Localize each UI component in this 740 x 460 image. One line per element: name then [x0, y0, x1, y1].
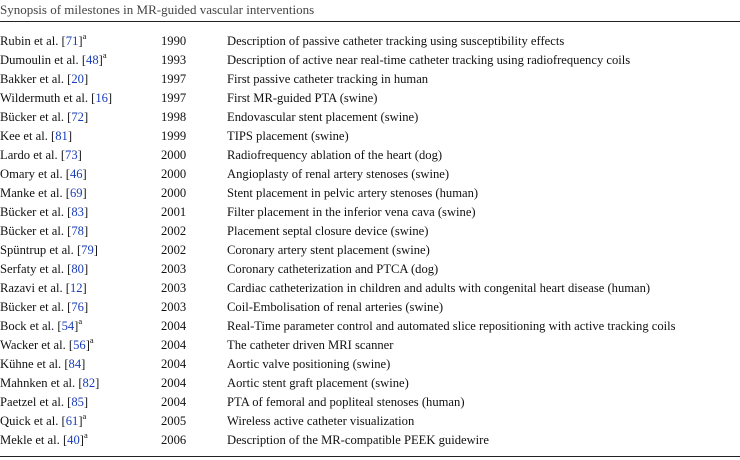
- table-row: [0, 108, 740, 127]
- bracket-close: ]: [83, 110, 89, 124]
- author-text: Bücker et al. [: [0, 205, 72, 219]
- table-row: [0, 51, 740, 70]
- author-text: Razavi et al. [: [0, 281, 70, 295]
- table-caption: Synopsis of milestones in MR-guided vascular interventions: [0, 2, 315, 17]
- year-cell: 2002: [161, 224, 187, 238]
- table-row: [0, 298, 740, 317]
- bracket-close: ]: [82, 167, 87, 181]
- description-cell: Cardiac catheterization in children and adults with congenital heart disease (human): [227, 281, 651, 295]
- author-cell: [0, 203, 88, 222]
- reference-link[interactable]: 82: [82, 376, 96, 390]
- author-text: Rubin et al. [: [0, 34, 66, 48]
- bracket-close: ]: [83, 72, 89, 86]
- year-cell: 2000: [161, 148, 187, 162]
- description-cell: Endovascular stent placement (swine): [227, 110, 419, 124]
- table-row: [0, 184, 740, 203]
- author-cell: [0, 222, 88, 241]
- reference-link[interactable]: 20: [71, 72, 84, 86]
- year-cell: 2004: [161, 376, 187, 390]
- table-row: [0, 203, 740, 222]
- author-text: Bock et al. [: [0, 319, 62, 333]
- bracket-close: ]: [78, 34, 83, 48]
- table-row: [0, 165, 740, 184]
- author-cell: [0, 412, 86, 431]
- year-cell: 1997: [161, 91, 187, 105]
- year-cell: 2002: [161, 243, 187, 257]
- year-cell: 1999: [161, 129, 187, 143]
- bracket-close: ]: [98, 53, 103, 67]
- table-row: [0, 336, 740, 355]
- year-cell: 2006: [161, 433, 187, 447]
- year-cell: 2000: [161, 186, 187, 200]
- table-row: [0, 431, 740, 450]
- author-cell: [0, 70, 88, 89]
- table-row: [0, 89, 740, 108]
- reference-link[interactable]: 54: [61, 319, 75, 333]
- year-cell: 2005: [161, 414, 187, 428]
- author-cell: [0, 32, 86, 51]
- reference-link[interactable]: 12: [69, 281, 83, 295]
- bracket-close: ]: [74, 319, 79, 333]
- table-row: [0, 146, 740, 165]
- bracket-close: ]: [85, 338, 90, 352]
- author-text: Omary et al. [: [0, 167, 70, 181]
- table-row: [0, 279, 740, 298]
- year-cell: 2001: [161, 205, 187, 219]
- author-cell: [0, 146, 82, 165]
- description-cell: Angioplasty of renal artery stenoses (swine): [227, 167, 450, 181]
- bracket-close: ]: [107, 91, 113, 105]
- description-cell: Aortic valve positioning (swine): [227, 357, 391, 371]
- author-cell: [0, 298, 88, 317]
- table-row: [0, 260, 740, 279]
- reference-link[interactable]: 76: [71, 300, 84, 314]
- description-cell: PTA of femoral and popliteal stenoses (human): [227, 395, 465, 409]
- year-cell: 2000: [161, 167, 187, 181]
- footnote-marker: a: [83, 429, 88, 440]
- year-cell: 1990: [161, 34, 187, 48]
- description-cell: The catheter driven MRI scanner: [227, 338, 394, 352]
- description-cell: Placement septal closure device (swine): [227, 224, 429, 238]
- author-text: Kühne et al. [: [0, 357, 69, 371]
- reference-link[interactable]: 56: [73, 338, 86, 352]
- footnote-marker: a: [82, 410, 87, 421]
- year-cell: 2004: [161, 319, 187, 333]
- description-cell: Radiofrequency ablation of the heart (dog): [227, 148, 443, 162]
- bracket-close: ]: [81, 357, 86, 371]
- bracket-close: ]: [83, 224, 89, 238]
- author-text: Quick et al. [: [0, 414, 66, 428]
- footnote-marker: a: [89, 334, 94, 345]
- author-text: Bücker et al. [: [0, 300, 72, 314]
- description-cell: Description of passive catheter tracking using susceptibility effects: [227, 34, 565, 48]
- reference-link[interactable]: 83: [71, 205, 84, 219]
- author-cell: [0, 355, 85, 374]
- description-cell: Wireless active catheter visualization: [227, 414, 415, 428]
- author-cell: [0, 393, 88, 412]
- bracket-close: ]: [78, 414, 83, 428]
- reference-link[interactable]: 61: [65, 414, 79, 428]
- author-cell: [0, 184, 87, 203]
- author-text: Bücker et al. [: [0, 224, 72, 238]
- table-row: [0, 412, 740, 431]
- author-text: Bücker et al. [: [0, 110, 72, 124]
- bracket-close: ]: [67, 129, 73, 143]
- reference-link[interactable]: 48: [86, 53, 99, 67]
- description-cell: Coil-Embolisation of renal arteries (swine): [227, 300, 444, 314]
- footnote-marker: a: [78, 315, 83, 326]
- author-text: Spüntrup et al. [: [0, 243, 82, 257]
- reference-link[interactable]: 46: [69, 167, 83, 181]
- footnote-marker: a: [102, 49, 107, 60]
- author-text: Paetzel et al. [: [0, 395, 72, 409]
- author-text: Dumoulin et al. [: [0, 53, 87, 67]
- author-cell: [0, 89, 112, 108]
- table-row: [0, 393, 740, 412]
- bracket-close: ]: [79, 433, 84, 447]
- description-cell: Stent placement in pelvic artery stenoses (human): [227, 186, 479, 200]
- description-cell: Real-Time parameter control and automated slice repositioning with active tracking coils: [227, 319, 676, 333]
- reference-link[interactable]: 79: [81, 243, 94, 257]
- top-rule: [0, 21, 740, 22]
- author-cell: [0, 336, 94, 355]
- author-cell: [0, 108, 88, 127]
- author-cell: [0, 279, 87, 298]
- author-cell: [0, 260, 88, 279]
- description-cell: Filter placement in the inferior vena cava (swine): [227, 205, 476, 219]
- author-cell: [0, 165, 87, 184]
- year-cell: 1998: [161, 110, 187, 124]
- reference-link[interactable]: 71: [65, 34, 79, 48]
- description-cell: First MR-guided PTA (swine): [227, 91, 378, 105]
- bracket-close: ]: [93, 243, 98, 257]
- year-cell: 1997: [161, 72, 187, 86]
- year-cell: 2004: [161, 357, 187, 371]
- table-row: [0, 70, 740, 89]
- author-text: Wildermuth et al. [: [0, 91, 96, 105]
- bottom-rule: [0, 456, 740, 457]
- reference-link[interactable]: 69: [69, 186, 83, 200]
- author-text: Bakker et al. [: [0, 72, 72, 86]
- description-cell: Coronary catheterization and PTCA (dog): [227, 262, 439, 276]
- year-cell: 2003: [161, 281, 187, 295]
- bracket-close: ]: [82, 281, 87, 295]
- reference-link[interactable]: 85: [71, 395, 84, 409]
- reference-link[interactable]: 78: [71, 224, 84, 238]
- author-cell: [0, 127, 72, 146]
- milestones-table: [0, 32, 740, 450]
- description-cell: TIPS placement (swine): [227, 129, 349, 143]
- reference-link[interactable]: 84: [68, 357, 82, 371]
- author-text: Mekle et al. [: [0, 433, 68, 447]
- year-cell: 2004: [161, 395, 187, 409]
- description-cell: Description of the MR-compatible PEEK guidewire: [227, 433, 489, 447]
- bracket-close: ]: [83, 205, 89, 219]
- author-cell: [0, 431, 88, 450]
- year-cell: 2003: [161, 300, 187, 314]
- description-cell: Coronary artery stent placement (swine): [227, 243, 430, 257]
- author-cell: [0, 51, 107, 70]
- reference-link[interactable]: 73: [65, 148, 78, 162]
- year-cell: 2003: [161, 262, 187, 276]
- bracket-close: ]: [83, 262, 89, 276]
- year-cell: 1993: [161, 53, 187, 67]
- author-cell: [0, 317, 82, 336]
- bracket-close: ]: [95, 376, 100, 390]
- author-text: Kee et al. [: [0, 129, 56, 143]
- footnote-marker: a: [82, 30, 87, 41]
- bracket-close: ]: [83, 395, 89, 409]
- reference-link[interactable]: 72: [71, 110, 84, 124]
- table-row: [0, 32, 740, 51]
- table-row: [0, 374, 740, 393]
- bracket-close: ]: [77, 148, 82, 162]
- description-cell: Description of active near real-time catheter tracking using radiofrequency coils: [227, 53, 631, 67]
- year-cell: 2004: [161, 338, 187, 352]
- author-text: Serfaty et al. [: [0, 262, 72, 276]
- description-cell: First passive catheter tracking in human: [227, 72, 429, 86]
- table-row: [0, 317, 740, 336]
- reference-link[interactable]: 80: [71, 262, 84, 276]
- reference-link[interactable]: 16: [95, 91, 108, 105]
- reference-link[interactable]: 81: [55, 129, 68, 143]
- table-row: [0, 127, 740, 146]
- author-text: Manke et al. [: [0, 186, 70, 200]
- bracket-close: ]: [82, 186, 87, 200]
- author-text: Lardo et al. [: [0, 148, 66, 162]
- author-text: Wacker et al. [: [0, 338, 74, 352]
- description-cell: Aortic stent graft placement (swine): [227, 376, 409, 390]
- reference-link[interactable]: 40: [67, 433, 80, 447]
- table-row: [0, 355, 740, 374]
- author-text: Mahnken et al. [: [0, 376, 83, 390]
- bracket-close: ]: [83, 300, 89, 314]
- table-row: [0, 222, 740, 241]
- author-cell: [0, 241, 98, 260]
- author-cell: [0, 374, 99, 393]
- table-row: [0, 241, 740, 260]
